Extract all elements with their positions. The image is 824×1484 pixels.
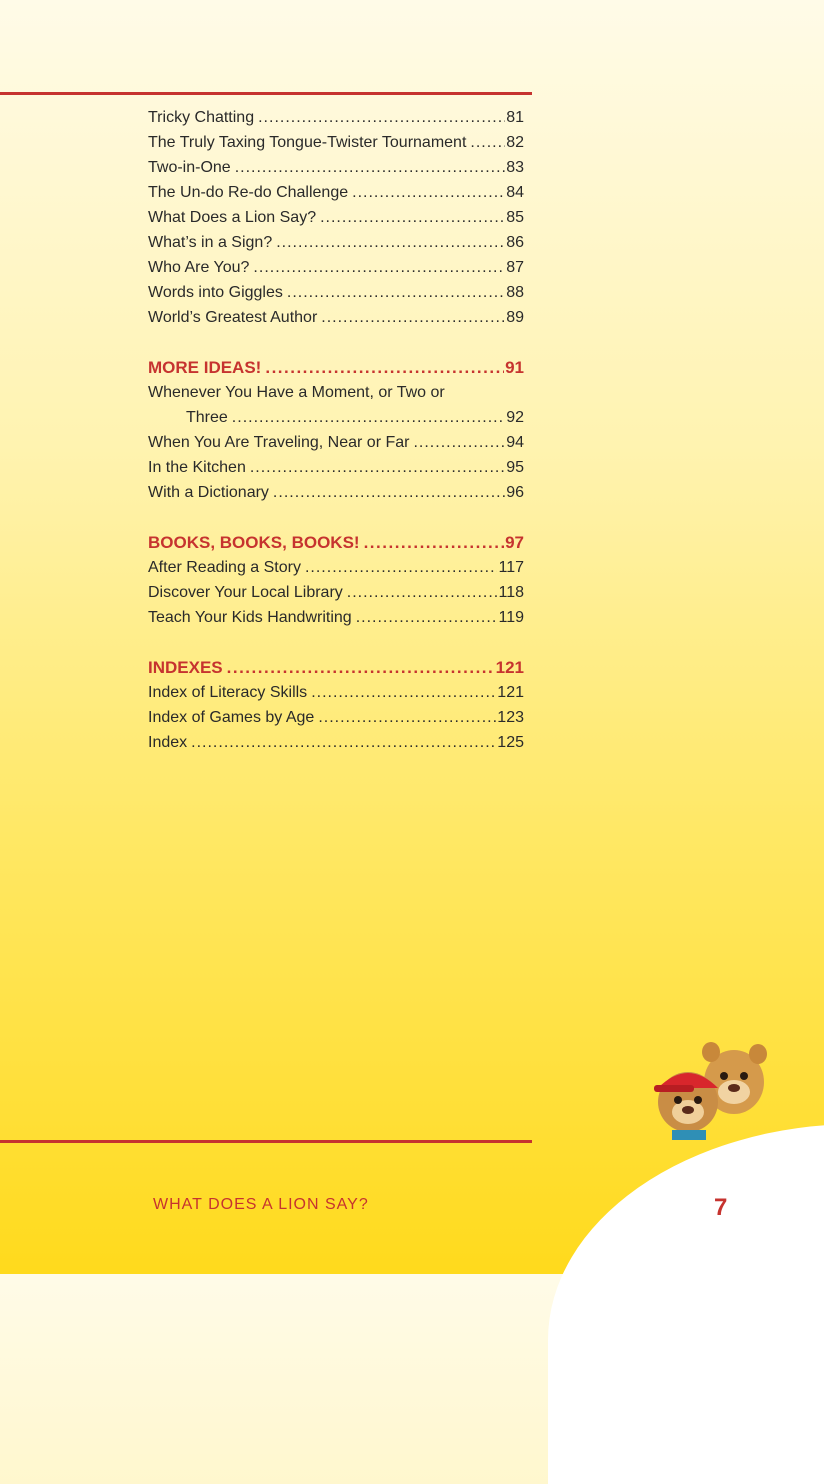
corner-swoop bbox=[548, 1124, 824, 1484]
toc-entry[interactable]: What’s in a Sign? ..... 86 bbox=[148, 230, 524, 255]
toc-entry[interactable]: Tricky Chatting ..... 81 bbox=[148, 105, 524, 130]
toc-entry[interactable]: In the Kitchen ..... 95 bbox=[148, 455, 524, 480]
toc-entry[interactable]: After Reading a Story ..... 117 bbox=[148, 555, 524, 580]
toc-entry[interactable]: When You Are Traveling, Near or Far ..... 94 bbox=[148, 430, 524, 455]
toc-section-books bbox=[148, 530, 524, 630]
toc-entry[interactable]: Words into Giggles ..... 88 bbox=[148, 280, 524, 305]
toc-group-top bbox=[148, 105, 524, 330]
page-number: 7 bbox=[714, 1194, 728, 1221]
toc-entry[interactable]: Index of Literacy Skills ..... 121 bbox=[148, 680, 524, 705]
lion-cubs-icon bbox=[636, 1030, 776, 1140]
toc-entry[interactable]: Discover Your Local Library ..... 118 bbox=[148, 580, 524, 605]
top-rule bbox=[0, 92, 532, 95]
toc-entry[interactable]: The Truly Taxing Tongue-Twister Tournament ..... 82 bbox=[148, 130, 524, 155]
toc-entry[interactable]: The Un-do Re-do Challenge ..... 84 bbox=[148, 180, 524, 205]
toc-section-more-ideas bbox=[148, 355, 524, 505]
bottom-rule bbox=[0, 1140, 532, 1143]
toc-entry[interactable]: Who Are You? ..... 87 bbox=[148, 255, 524, 280]
toc-entry[interactable]: Two-in-One ..... 83 bbox=[148, 155, 524, 180]
toc-entry[interactable]: With a Dictionary ..... 96 bbox=[148, 480, 524, 505]
section-heading[interactable]: MORE IDEAS! ..... 91 bbox=[148, 355, 524, 380]
table-of-contents bbox=[148, 105, 524, 755]
toc-entry[interactable]: Index ..... 125 bbox=[148, 730, 524, 755]
toc-entry-line1[interactable]: Whenever You Have a Moment, or Two or bbox=[148, 384, 445, 401]
toc-entry[interactable]: What Does a Lion Say? ..... 85 bbox=[148, 205, 524, 230]
section-heading[interactable]: BOOKS, BOOKS, BOOKS! ..... 97 bbox=[148, 530, 524, 555]
section-heading[interactable]: INDEXES ..... 121 bbox=[148, 655, 524, 680]
toc-entry[interactable]: Index of Games by Age ..... 123 bbox=[148, 705, 524, 730]
toc-entry[interactable]: Teach Your Kids Handwriting ..... 119 bbox=[148, 605, 524, 630]
toc-section-indexes bbox=[148, 655, 524, 755]
book-title-footer: WHAT DOES A LION SAY? bbox=[153, 1196, 369, 1213]
toc-entry[interactable]: World’s Greatest Author ..... 89 bbox=[148, 305, 524, 330]
toc-entry[interactable]: Three ..... 92 bbox=[148, 405, 524, 430]
